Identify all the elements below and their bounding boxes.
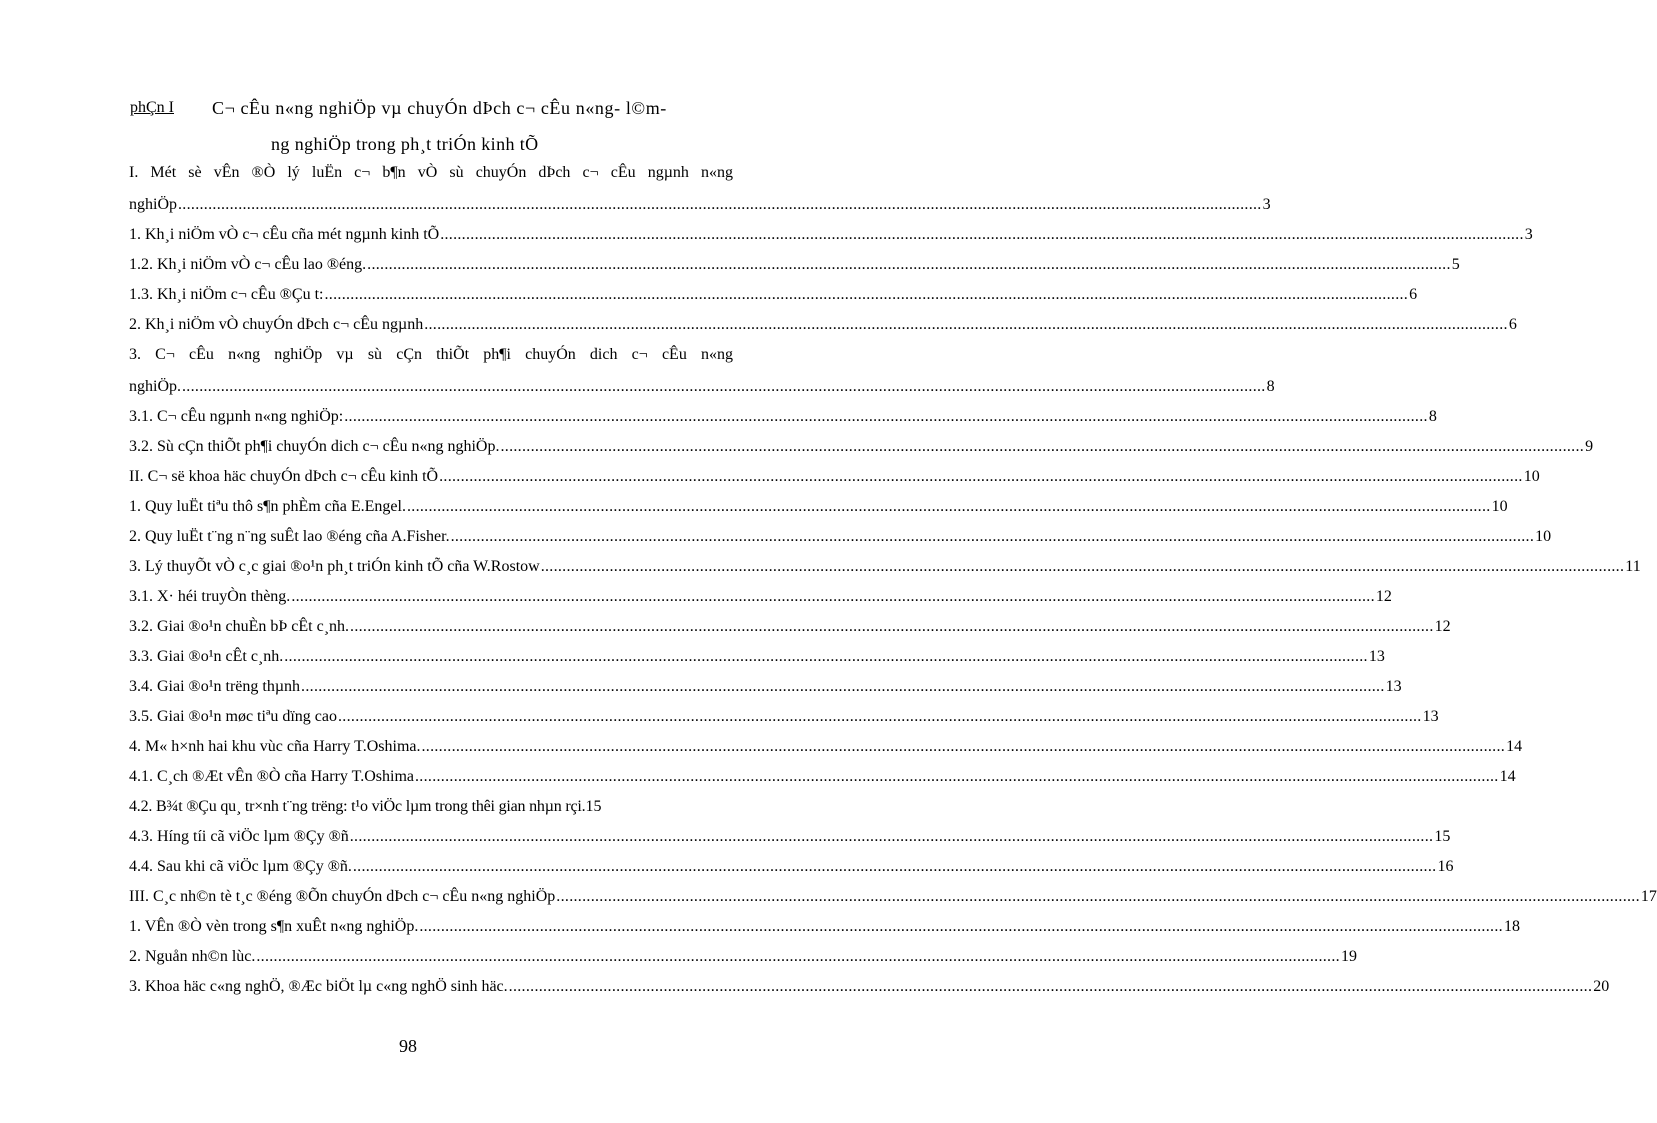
part-label: phÇn I [130, 99, 174, 116]
leader-dots [424, 316, 1508, 334]
toc-page-number: 10 [1491, 498, 1508, 515]
leader-dots [350, 618, 1434, 636]
toc-entry [129, 286, 1418, 308]
leader-dots [439, 468, 1523, 486]
leader-dots [500, 438, 1584, 456]
toc-entry [129, 648, 1385, 670]
toc-page-number: 13 [1422, 708, 1439, 725]
toc-entry [129, 618, 1451, 640]
toc-page-number: 6 [1508, 316, 1517, 333]
toc-entry-title: 1. Quy luËt tiªu thô s¶n phÈm cña E.Engel. [129, 498, 406, 515]
toc-page-number: 14 [1506, 738, 1523, 755]
leader-dots [178, 196, 1262, 214]
toc-entry-title: III. C¸c nh©n tè t¸c ®éng ®Õn chuyÓn dÞch c¬ cÊu n«ng nghiÖp [129, 888, 556, 905]
toc-entry [129, 888, 1657, 910]
toc-page-number: 15 [585, 798, 602, 815]
toc-entry [129, 978, 1610, 1000]
toc-entry-title: I. Mét sè vÊn ®Ò lý luËn c¬ b¶n vÒ sù chuyÓn dÞch c¬ cÊu ngµnh n«ng [129, 164, 733, 181]
toc-entry-title: 1.2. Kh¸i niÖm vÒ c¬ cÊu lao ®éng. [129, 256, 367, 273]
toc-entry [129, 438, 1594, 460]
toc-page-number: 17 [1640, 888, 1657, 905]
toc-entry [129, 498, 1508, 520]
toc-entry [129, 948, 1357, 970]
toc-entry-title-cont: nghiÖp [129, 196, 177, 213]
leader-dots [415, 768, 1499, 786]
toc-entry-title: 3.1. X· héi truyÒn thèng. [129, 588, 291, 605]
toc-entry-title: 4.3. Híng tíi cã viÖc lµm ®Çy ®ñ [129, 828, 349, 845]
leader-dots [440, 226, 1524, 244]
toc-entry-title: 4. M« h×nh hai khu vùc cña Harry T.Oshima. [129, 738, 421, 755]
toc-entry-title: 3.2. Sù cÇn thiÕt ph¶i chuyÓn dich c¬ cÊu n«ng nghiÖp. [129, 438, 500, 455]
toc-entry [129, 256, 1460, 278]
toc-page-number: 9 [1585, 438, 1594, 455]
toc-entry [129, 468, 1540, 490]
toc-entry [129, 226, 1533, 248]
toc-entry-title: 2. Quy luËt t¨ng n¨ng suÊt lao ®éng cña A.Fisher. [129, 528, 450, 545]
leader-dots [344, 408, 1428, 426]
toc-entry-title-cont: nghiÖp. [129, 378, 181, 395]
toc-entry-line [129, 346, 733, 368]
toc-page-number: 14 [1499, 768, 1516, 785]
toc-entry [129, 708, 1439, 730]
leader-dots [291, 588, 1375, 606]
toc-entry-title: 2. Nguån nh©n lùc. [129, 948, 256, 965]
toc-entry [129, 528, 1552, 550]
toc-page-number: 10 [1523, 468, 1540, 485]
toc-page-number: 8 [1428, 408, 1437, 425]
toc-page-number: 8 [1266, 378, 1275, 395]
leader-dots [509, 978, 1593, 996]
toc-page-number: 6 [1409, 286, 1418, 303]
toc-page-number: 12 [1375, 588, 1392, 605]
leader-dots [256, 948, 1340, 966]
toc-entry [129, 558, 1641, 580]
toc-page-number: 13 [1368, 648, 1385, 665]
toc-entry [129, 768, 1516, 790]
toc-entry-title: 2. Kh¸i niÖm vÒ chuyÓn dÞch c¬ cÊu ngµnh [129, 316, 424, 333]
toc-page-number: 15 [1434, 828, 1451, 845]
toc-entry-title: 4.1. C¸ch ®Æt vÊn ®Ò cña Harry T.Oshima [129, 768, 414, 785]
toc-page-number: 3 [1524, 226, 1533, 243]
toc-page-number: 19 [1340, 948, 1357, 965]
toc-entry [129, 858, 1454, 880]
toc-entry-title: 3. Lý thuyÕt vÒ c¸c giai ®o¹n ph¸t triÓn kinh tÕ cña W.Rostow [129, 558, 540, 575]
leader-dots [353, 858, 1437, 876]
toc-entry [129, 378, 1275, 400]
leader-dots [541, 558, 1625, 576]
toc-entry-title: II. C¬ së khoa häc chuyÓn dÞch c¬ cÊu kinh tÕ [129, 468, 439, 485]
leader-dots [301, 678, 1385, 696]
toc-entry [129, 678, 1402, 700]
toc-page-number: 11 [1625, 558, 1641, 575]
toc-entry-title: 1. VÊn ®Ò vèn trong s¶n xuÊt n«ng nghiÖp. [129, 918, 419, 935]
leader-dots [419, 918, 1503, 936]
toc-entry-title: 1.3. Kh¸i niÖm c¬ cÊu ®Çu t: [129, 286, 324, 303]
toc-entry-title: 4.4. Sau khi cã viÖc lµm ®Çy ®ñ. [129, 858, 352, 875]
toc-page-number: 12 [1434, 618, 1451, 635]
toc-page-number: 20 [1593, 978, 1610, 995]
leader-dots [350, 828, 1434, 846]
leader-dots [325, 286, 1409, 304]
toc-entry-title: 1. Kh¸i niÖm vÒ c¬ cÊu cña mét ngµnh kinh tÕ [129, 226, 440, 243]
part-title-line-1: C¬ cÊu n«ng nghiÖp vµ chuyÓn dÞch c¬ cÊu n«ng- l©m- [212, 98, 667, 118]
leader-dots [284, 648, 1368, 666]
toc-entry [129, 316, 1517, 338]
leader-dots [182, 378, 1266, 396]
toc-entry-title: 4.2. B¾t ®Çu qu¸ tr×nh t¨ng trëng: t¹o viÖc lµm trong thêi gian nhµn rçi. [129, 798, 586, 815]
toc-page-number: 5 [1451, 256, 1460, 273]
toc-page-number: 3 [1262, 196, 1271, 213]
toc-page-number: 10 [1535, 528, 1552, 545]
toc-entry [129, 196, 1271, 218]
toc-entry-title: 3.5. Giai ®o¹n møc tiªu dïng cao [129, 708, 337, 725]
toc-entry-title: 3.1. C¬ cÊu ngµnh n«ng nghiÖp: [129, 408, 344, 425]
leader-dots [407, 498, 1491, 516]
toc-page-number: 13 [1385, 678, 1402, 695]
toc-page-number: 18 [1503, 918, 1520, 935]
leader-dots [421, 738, 1505, 756]
toc-entry-title: 3. Khoa häc c«ng nghÖ, ®Æc biÖt lµ c«ng nghÖ sinh häc. [129, 978, 508, 995]
toc-entry-title: 3. C¬ cÊu n«ng nghiÖp vµ sù cÇn thiÕt ph¶i chuyÓn dich c¬ cÊu n«ng [129, 346, 733, 363]
toc-entry-title: 3.3. Giai ®o¹n cÊt c¸nh. [129, 648, 284, 665]
toc-entry [129, 918, 1520, 940]
toc-page-number: 16 [1437, 858, 1454, 875]
toc-entry-title: 3.4. Giai ®o¹n trëng thµnh [129, 678, 301, 695]
toc-entry [129, 738, 1523, 760]
part-title-line-2: ng nghiÖp trong ph¸t triÓn kinh tÕ [271, 134, 539, 154]
leader-dots [367, 256, 1451, 274]
toc-entry [129, 588, 1392, 610]
leader-dots [556, 888, 1640, 906]
toc-entry [129, 408, 1437, 430]
toc-entry [129, 798, 733, 820]
toc-entry-line [129, 164, 733, 186]
toc-entry-title: 3.2. Giai ®o¹n chuÈn bÞ cÊt c¸nh. [129, 618, 350, 635]
page-number: 98 [399, 1036, 417, 1056]
leader-dots [338, 708, 1422, 726]
toc-entry [129, 828, 1451, 850]
leader-dots [451, 528, 1535, 546]
